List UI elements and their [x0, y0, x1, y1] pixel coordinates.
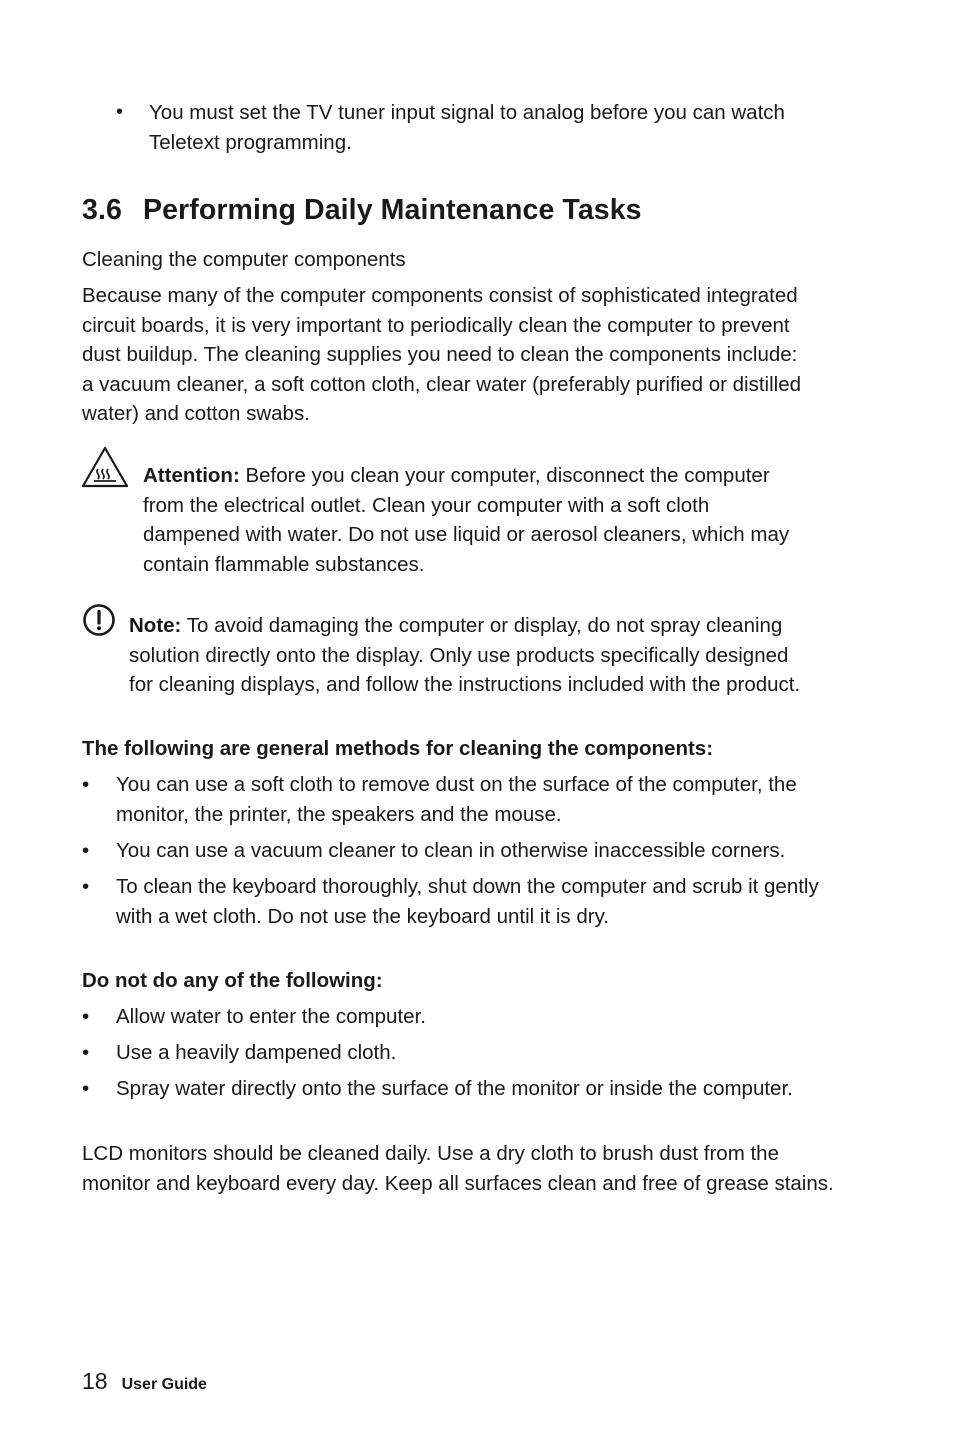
hot-surface-warning-icon	[80, 445, 130, 489]
bullet-marker: •	[82, 839, 90, 862]
list-item-text: Allow water to enter the computer.	[116, 1005, 426, 1028]
intro-bullet-text: You must set the TV tuner input signal to analog before you can watch Teletext programming.	[149, 101, 785, 154]
donts-heading: Do not do any of the following:	[82, 969, 383, 992]
document-title: User Guide	[121, 1376, 207, 1393]
list-item-text: You can use a soft cloth to remove dust on the surface of the computer, the	[116, 773, 797, 796]
section-number: 3.6	[82, 194, 122, 226]
paragraph-line: monitor and keyboard every day. Keep all surfaces clean and free of grease stains.	[82, 1171, 834, 1195]
list-item-text: You can use a vacuum cleaner to clean in otherwise inaccessible corners.	[116, 839, 786, 862]
bullet-marker: •	[82, 1077, 90, 1100]
paragraph-line: circuit boards, it is very important to periodically clean the computer to prevent	[82, 313, 790, 337]
closing-paragraph	[82, 1139, 872, 1198]
list-item-text: To clean the keyboard thoroughly, shut down the computer and scrub it gently	[116, 875, 819, 898]
attention-icon-wrapper	[80, 445, 130, 498]
attention-line: from the electrical outlet. Clean your computer with a soft cloth	[143, 493, 710, 517]
page-footer	[82, 1366, 207, 1400]
paragraph-line: a vacuum cleaner, a soft cotton cloth, clear water (preferably purified or distilled	[82, 372, 801, 396]
note-notice	[129, 611, 859, 700]
note-icon-wrapper	[82, 603, 116, 646]
paragraph-line: LCD monitors should be cleaned daily. Use a dry cloth to brush dust from the	[82, 1142, 779, 1165]
paragraph-line: dust buildup. The cleaning supplies you need to clean the components include:	[82, 343, 798, 366]
note-line: for cleaning displays, and follow the instructions included with the product.	[129, 673, 801, 696]
attention-line: contain flammable substances.	[143, 552, 425, 576]
paragraph-line: water) and cotton swabs.	[82, 402, 310, 425]
attention-line: dampened with water. Do not use liquid or aerosol cleaners, which may	[143, 523, 790, 546]
list-item-text: Use a heavily dampened cloth.	[116, 1041, 397, 1064]
page-number: 18	[82, 1368, 108, 1394]
list-item-text: monitor, the printer, the speakers and the mouse.	[116, 802, 562, 826]
methods-heading: The following are general methods for cleaning the components:	[82, 737, 714, 760]
bullet-marker: •	[82, 875, 90, 898]
list-item-text: Spray water directly onto the surface of the monitor or inside the computer.	[116, 1077, 793, 1100]
attention-notice	[143, 461, 853, 579]
note-label: Note:	[129, 614, 182, 637]
bullet-marker: •	[82, 1005, 90, 1028]
bullet-marker: •	[116, 101, 124, 123]
paragraph-line: Because many of the computer components consist of sophisticated integrated	[82, 284, 798, 307]
section-title: Performing Daily Maintenance Tasks	[143, 194, 642, 226]
bullet-marker: •	[82, 1041, 90, 1064]
attention-label: Attention:	[143, 464, 240, 487]
section-heading	[82, 191, 642, 229]
bullet-marker: •	[82, 773, 90, 796]
note-text: To avoid damaging the computer or display, do not spray cleaning	[181, 614, 783, 637]
exclamation-circle-icon	[82, 603, 116, 637]
list-item-text: with a wet cloth. Do not use the keyboard until it is dry.	[116, 904, 610, 928]
subheading: Cleaning the computer components	[82, 248, 406, 271]
attention-text: Before you clean your computer, disconnect the computer	[239, 464, 770, 487]
intro-paragraph	[82, 281, 842, 429]
note-line: solution directly onto the display. Only use products specifically designed	[129, 643, 789, 667]
